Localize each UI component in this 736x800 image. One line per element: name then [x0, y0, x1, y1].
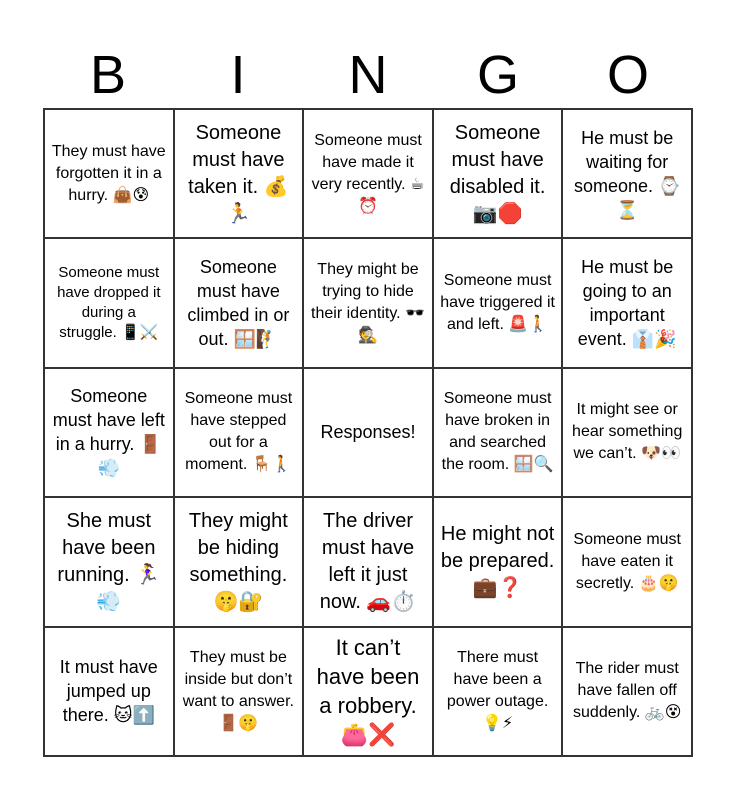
cell-text: The rider must have fallen off suddenly. 🚲😵 — [573, 660, 684, 722]
free-space-cell[interactable] — [303, 368, 433, 497]
cell-text: Someone must have climbed in or out. 🪟🧗 — [187, 257, 295, 350]
bingo-cell[interactable] — [174, 627, 304, 756]
bingo-cell[interactable] — [433, 627, 563, 756]
bingo-cell[interactable] — [174, 368, 304, 497]
bingo-cell[interactable] — [44, 238, 174, 367]
cell-text: It can’t have been a robbery. 👛❌ — [316, 635, 426, 748]
bingo-cell[interactable] — [44, 497, 174, 626]
bingo-cell[interactable] — [433, 109, 563, 238]
cell-text: Someone must have left in a hurry. 🚪💨 — [52, 386, 170, 479]
cell-text: They must have forgotten it in a hurry. 👜😰 — [51, 142, 171, 204]
bingo-cell[interactable] — [303, 627, 433, 756]
cell-text: They must be inside but don’t want to answer. 🚪🤫 — [182, 649, 299, 733]
bingo-cell[interactable] — [562, 497, 692, 626]
header-letter-i: I — [230, 45, 246, 105]
header-letter-n: N — [348, 45, 388, 105]
bingo-cell[interactable] — [174, 238, 304, 367]
cell-text: Someone must have broken in and searched the room. 🪟🔍 — [441, 390, 556, 474]
bingo-cell[interactable] — [562, 368, 692, 497]
cell-text: Someone must have stepped out for a moment. 🪑🚶 — [184, 390, 297, 474]
cell-text: Someone must have made it very recently. ☕⏰ — [311, 131, 427, 215]
cell-text: He must be waiting for someone. ⌚⏳ — [573, 127, 681, 220]
cell-text: It might see or hear something we can’t. 🐶👀 — [572, 401, 687, 463]
bingo-cell[interactable] — [44, 368, 174, 497]
cell-text: He might not be prepared. 💼❓ — [440, 523, 560, 600]
cell-text: Someone must have dropped it during a struggle. 📱⚔️ — [57, 264, 165, 342]
free-space-text: Responses! — [320, 422, 416, 443]
cell-text: Someone must have eaten it secretly. 🎂🤫 — [573, 530, 686, 592]
bingo-cell[interactable] — [174, 109, 304, 238]
bingo-cell[interactable] — [433, 368, 563, 497]
bingo-cell[interactable] — [303, 497, 433, 626]
bingo-cell[interactable] — [303, 109, 433, 238]
cell-text: There must have been a power outage. 💡⚡ — [446, 649, 553, 733]
cell-text: The driver must have left it just now. 🚗⏱️ — [319, 509, 420, 613]
bingo-cell[interactable] — [562, 627, 692, 756]
bingo-cell[interactable] — [562, 109, 692, 238]
cell-text: They might be trying to hide their identity. 🕶️🕵️ — [311, 261, 425, 345]
header-letter-g: G — [476, 45, 519, 105]
bingo-cell[interactable] — [44, 627, 174, 756]
bingo-cell[interactable] — [174, 497, 304, 626]
cell-text: Someone must have disabled it. 📷🛑 — [449, 121, 551, 225]
bingo-header — [43, 40, 693, 110]
cell-text: Someone must have taken it. 💰🏃 — [188, 121, 291, 225]
bingo-grid — [43, 108, 693, 757]
header-letter-o: O — [606, 45, 649, 105]
bingo-cell[interactable] — [44, 109, 174, 238]
header-letter-b: B — [89, 45, 127, 105]
cell-text: He must be going to an important event. 👔🎉 — [577, 257, 679, 350]
bingo-cell[interactable] — [303, 238, 433, 367]
bingo-cell[interactable] — [562, 238, 692, 367]
cell-text: They might be hiding something. 🤫🔐 — [188, 509, 294, 613]
cell-text: Someone must have triggered it and left. 🚨🚶 — [440, 272, 560, 334]
cell-text: It must have jumped up there. 🐱⬆️ — [59, 657, 163, 726]
bingo-cell[interactable] — [433, 497, 563, 626]
cell-text: She must have been running. 🏃‍♀️💨 — [57, 509, 162, 613]
bingo-cell[interactable] — [433, 238, 563, 367]
